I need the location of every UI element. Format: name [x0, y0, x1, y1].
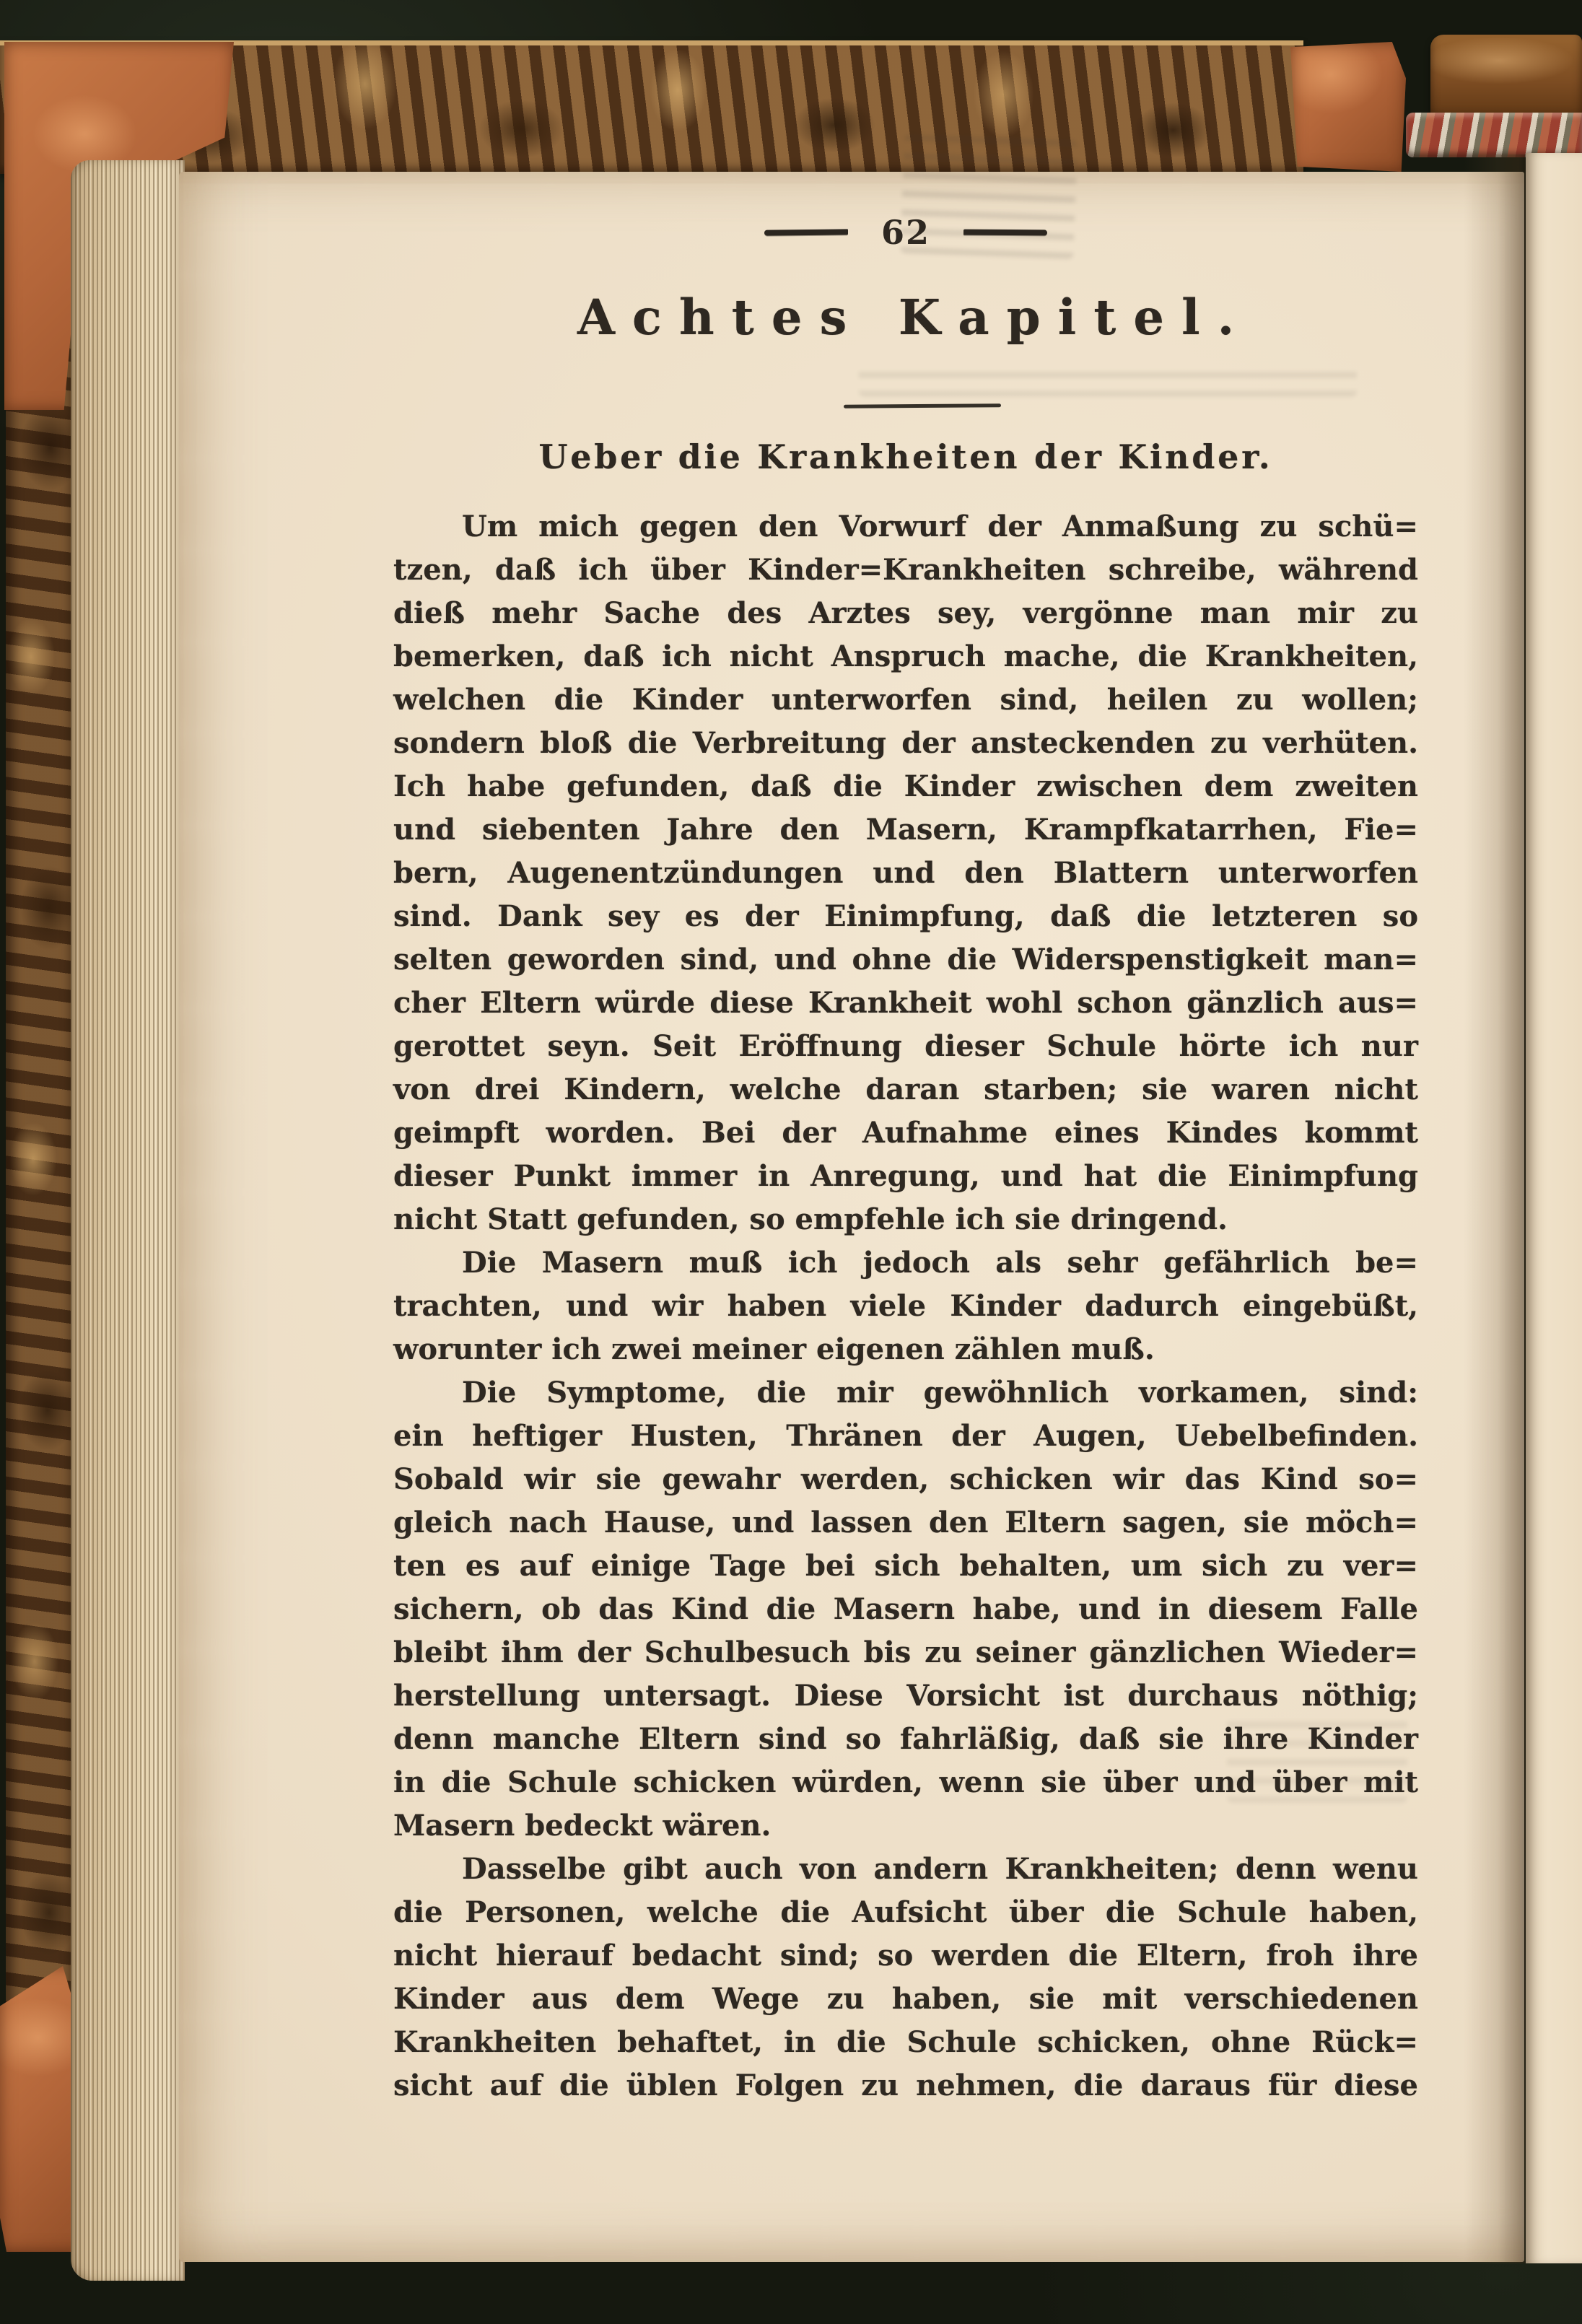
text-line: und siebenten Jahre den Masern, Krampfkatarrhen, Fie=: [393, 813, 1418, 847]
page-header: [393, 211, 1418, 254]
page-number-dash-right: [963, 230, 1047, 236]
text-line: Die Symptome, die mir gewöhnlich vorkamen, sind:: [462, 1376, 1418, 1410]
leather-corner-top-right: [1290, 42, 1406, 172]
text-line: bleibt ihm der Schulbesuch bis zu seiner gänzlichen Wieder=: [393, 1635, 1418, 1669]
text-line: nicht hierauf bedacht sind; so werden die Eltern, froh ihre: [393, 1939, 1418, 1973]
section-title: Ueber die Krankheiten der Kinder.: [538, 437, 1273, 476]
text-line: worunter ich zwei meiner eigenen zählen muß.: [393, 1332, 1155, 1366]
page-number-dash-left: [764, 229, 848, 235]
text-line: trachten, und wir haben viele Kinder dadurch eingebüßt,: [393, 1289, 1418, 1323]
text-line: denn manche Eltern sind so fahrläßig, daß sie ihre Kinder: [393, 1722, 1418, 1756]
text-line: selten geworden sind, und ohne die Widerspenstigkeit man=: [393, 943, 1418, 977]
text-line: Kinder aus dem Wege zu haben, sie mit verschiedenen: [393, 1982, 1418, 2016]
text-line: dieß mehr Sache des Arztes sey, vergönne man mir zu: [393, 596, 1418, 630]
text-line: in die Schule schicken würden, wenn sie über und über mit: [393, 1765, 1418, 1799]
text-line: Um mich gegen den Vorwurf der Anmaßung zu schü=: [462, 510, 1418, 543]
text-line: dieser Punkt immer in Anregung, und hat die Einimpfung: [393, 1159, 1418, 1193]
paragraph: [393, 1371, 1418, 1848]
text-line: tzen, daß ich über Kinder=Krankheiten schreibe, während: [393, 553, 1418, 587]
text-line: Krankheiten behaftet, in die Schule schicken, ohne Rück=: [393, 2025, 1418, 2059]
text-line: von drei Kindern, welche daran starben; sie waren nicht: [393, 1073, 1418, 1106]
text-line: gleich nach Hause, und lassen den Eltern sagen, sie möch=: [393, 1506, 1418, 1539]
text-line: ten es auf einige Tage bei sich behalten, um sich zu ver=: [393, 1549, 1418, 1583]
page-number: 62: [880, 213, 930, 252]
text-line: bemerken, daß ich nicht Anspruch mache, die Krankheiten,: [393, 639, 1418, 673]
text-line: ein heftiger Husten, Thränen der Augen, Uebelbefinden.: [393, 1419, 1418, 1453]
text-line: Sobald wir sie gewahr werden, schicken wir das Kind so=: [393, 1462, 1418, 1496]
text-line: Dasselbe gibt auch von andern Krankheiten; denn wenu: [462, 1852, 1418, 1886]
text-line: bern, Augenentzündungen und den Blattern unterworfen: [393, 856, 1418, 890]
text-line: sondern bloß die Verbreitung der ansteckenden zu verhüten.: [393, 726, 1418, 760]
text-line: Ich habe gefunden, daß die Kinder zwischen dem zweiten: [393, 769, 1418, 803]
text-line: sind. Dank sey es der Einimpfung, daß die letzteren so: [393, 899, 1418, 933]
chapter-heading: Achtes Kapitel.: [577, 289, 1252, 346]
text-line: sichern, ob das Kind die Masern habe, und in diesem Falle: [393, 1592, 1418, 1626]
spine-headcap: [1430, 35, 1582, 121]
body-text: [393, 505, 1418, 2107]
paragraph: [393, 1241, 1418, 1371]
text-line: Die Masern muß ich jedoch als sehr gefährlich be=: [462, 1246, 1418, 1280]
endband: [1406, 113, 1582, 157]
page-fore-edge-stack: [71, 160, 185, 2281]
text-line: nicht Statt gefunden, so empfehle ich sie dringend.: [393, 1202, 1228, 1236]
text-line: sicht auf die üblen Folgen zu nehmen, die daraus für diese: [393, 2069, 1418, 2102]
text-line: welchen die Kinder unterworfen sind, heilen zu wollen;: [393, 683, 1418, 717]
next-page-sliver: [1526, 153, 1582, 2263]
text-line: die Personen, welche die Aufsicht über die Schule haben,: [393, 1895, 1418, 1929]
paragraph: [393, 505, 1418, 1241]
paragraph: [393, 1848, 1418, 2107]
text-line: gerottet seyn. Seit Eröffnung dieser Schule hörte ich nur: [393, 1029, 1418, 1063]
text-line: cher Eltern würde diese Krankheit wohl schon gänzlich aus=: [393, 986, 1418, 1020]
marbled-board-left: [6, 154, 78, 2247]
text-line: herstellung untersagt. Diese Vorsicht ist durchaus nöthig;: [393, 1679, 1418, 1713]
text-line: Masern bedeckt wären.: [393, 1809, 772, 1843]
text-line: geimpft worden. Bei der Aufnahme eines Kindes kommt: [393, 1116, 1418, 1150]
